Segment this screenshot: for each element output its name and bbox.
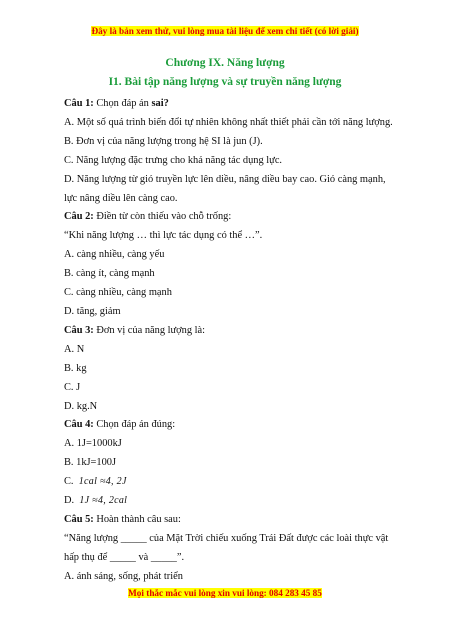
question-2-prompt: Điền từ còn thiếu vào chỗ trống:	[93, 211, 232, 223]
question-1-option-a: A. Một số quá trình biến đổi tự nhiên không nhất thiết phải cần tới năng lượng.	[64, 116, 393, 128]
question-5-label: Câu 5:	[64, 513, 94, 525]
question-5-prompt: Hoàn thành câu sau:	[93, 513, 181, 525]
chapter-title: Chương IX. Năng lượng	[165, 57, 285, 69]
question-4-option-c-formula: 1cal ≈4, 2J	[78, 476, 127, 488]
question-2-option-c: C. càng nhiều, càng mạnh	[64, 287, 172, 299]
question-1-option-c: C. Năng lượng đặc trưng cho khả năng tác dụng lực.	[64, 154, 283, 166]
question-2-option-b: B. càng ít, càng mạnh	[64, 268, 155, 280]
question-3-option-b: B. kg	[64, 362, 87, 374]
question-3	[64, 322, 396, 341]
preview-banner-text: Đây là bản xem thử, vui lòng mua tài liệu để xem chi tiết (có lời giải)	[91, 26, 359, 36]
question-1-option-b: B. Đơn vị của năng lượng trong hệ SI là jun (J).	[64, 135, 263, 147]
question-2-label: Câu 2:	[64, 211, 94, 223]
question-4-option-b: B. 1kJ=100J	[64, 457, 117, 469]
question-3-option-c: C. J	[64, 381, 81, 393]
question-2-option-a: A. càng nhiều, càng yếu	[64, 249, 165, 261]
question-4-option-d-formula: 1J ≈4, 2cal	[79, 495, 128, 507]
question-2	[64, 208, 396, 227]
question-4-option-d-label: D.	[64, 495, 75, 507]
question-3-prompt: Đơn vị của năng lượng là:	[93, 324, 206, 336]
question-1-prompt: Chọn đáp án	[93, 98, 152, 109]
question-4	[64, 416, 396, 435]
question-5-quote: “Năng lượng _____ của Mặt Trời chiếu xuống Trái Đất được các loài thực vật hấp thụ để _____ và _____”.	[64, 532, 389, 563]
question-5	[64, 511, 396, 530]
section-title: I1. Bài tập năng lượng và sự truyền năng lượng	[108, 76, 342, 88]
question-1	[64, 95, 396, 114]
question-1-label: Câu 1:	[64, 98, 94, 109]
contact-footer-text: Mọi thắc mắc vui lòng xin vui lòng: 084 283 45 85	[128, 588, 322, 598]
question-4-label: Câu 4:	[64, 419, 94, 431]
question-1-prompt-bold: sai?	[151, 98, 169, 109]
question-3-option-a: A. N	[64, 343, 85, 355]
question-4-option-c-label: C.	[64, 476, 74, 488]
question-3-label: Câu 3:	[64, 324, 94, 336]
question-4-option-d	[64, 492, 396, 511]
preview-banner	[0, 26, 450, 36]
contact-footer	[0, 588, 450, 598]
question-4-prompt: Chọn đáp án đúng:	[93, 419, 176, 431]
question-3-option-d: D. kg.N	[64, 400, 98, 412]
question-1-option-d: D. Năng lượng từ gió truyền lực lên diều, nâng diều bay cao. Gió càng mạnh, lực nâng diều lên càng cao.	[64, 173, 386, 204]
question-5-option-a: A. ánh sáng, sống, phát triển	[64, 570, 183, 582]
question-2-option-d: D. tăng, giảm	[64, 305, 121, 317]
question-list	[64, 95, 396, 587]
question-2-quote: “Khi năng lượng … thì lực tác dụng có thể …”.	[64, 230, 263, 242]
question-4-option-c	[64, 473, 396, 492]
question-4-option-a: A. 1J=1000kJ	[64, 438, 122, 450]
